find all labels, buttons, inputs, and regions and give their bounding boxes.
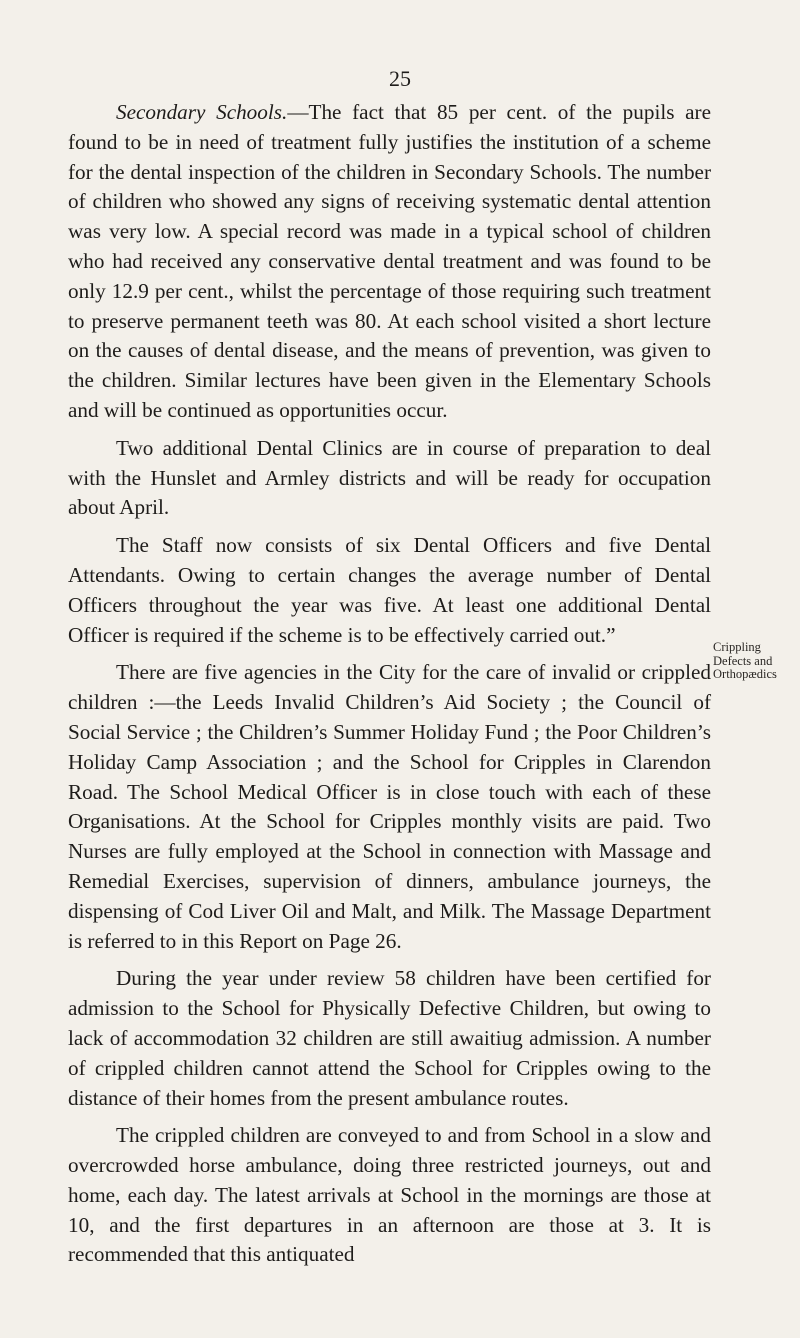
body-text — [68, 98, 711, 1278]
page-number: 25 — [389, 66, 411, 91]
margin-note — [713, 641, 799, 682]
margin-note-line: Defects and — [713, 653, 773, 668]
paragraph-ambulance: The crippled children are conveyed to and from School in a slow and overcrowded horse ambulance, doing three restricted journeys, out and home, each day. The latest arrivals at School in the mornings are those at 10, and the first departures in an afternoon are those at 3. It is recommended that this antiquated — [68, 1123, 711, 1267]
paragraph-text: —The fact that 85 per cent. of the pupils are found to be in need of treatment fully justifies the institution of a scheme for the dental inspection of the children in Secondary Schools. The number of children who showed any signs of receiving systematic dental attention was very low. A special record was made in a typical school of children who had received any conservative dental treatment and was found to be only 12.9 per cent., whilst the percentage of those requiring such treatment to preserve permanent teeth was 80. At each school visited a short lecture on the causes of dental disease, and the means of prevention, was given to the children. Similar lectures have been given in the Elementary Schools and will be continued as opportunities occur. — [68, 100, 712, 422]
section-heading-secondary-schools: Secondary Schools. — [116, 100, 288, 124]
paragraph-physically-defective-school: During the year under review 58 children have been certified for admission to the School for Physically Defective Children, but owing to lack of accommodation 32 children are still awaitiug admission. A number of crippled children cannot attend the School for Cripples owing to the distance of their homes from the present ambulance routes. — [68, 966, 711, 1110]
paragraph-crippled-agencies: There are five agencies in the City for the care of invalid or crippled children :—the Leeds Invalid Children’s Aid Society ; the Council of Social Service ; the Children’s Summer Holiday Fund ; the Poor Children’s Holiday Camp Association ; and the School for Cripples in Clarendon Road. The School Medical Officer is in close touch with each of these Organisations. At the School for Cripples monthly visits are paid. Two Nurses are fully employed at the School in connection with Massage and Remedial Exercises, supervision of dinners, ambulance journeys, the dispensing of Cod Liver Oil and Malt, and Milk. The Massage Department is referred to in this Report on Page 26. — [68, 660, 711, 953]
paragraph-dental-staff: The Staff now consists of six Dental Officers and five Dental Attendants. Owing to certain changes the average number of Dental Officers throughout the year was five. At least one additional Dental Officer is required if the scheme is to be effectively carried out.” — [68, 533, 711, 647]
margin-note-line: Orthopædics — [713, 667, 777, 681]
paragraph-secondary-schools — [68, 98, 711, 426]
margin-note-line: Crippling — [713, 640, 761, 654]
paragraph-dental-clinics: Two additional Dental Clinics are in course of preparation to deal with the Hunslet and Armley districts and will be ready for occupation about April. — [68, 435, 711, 520]
